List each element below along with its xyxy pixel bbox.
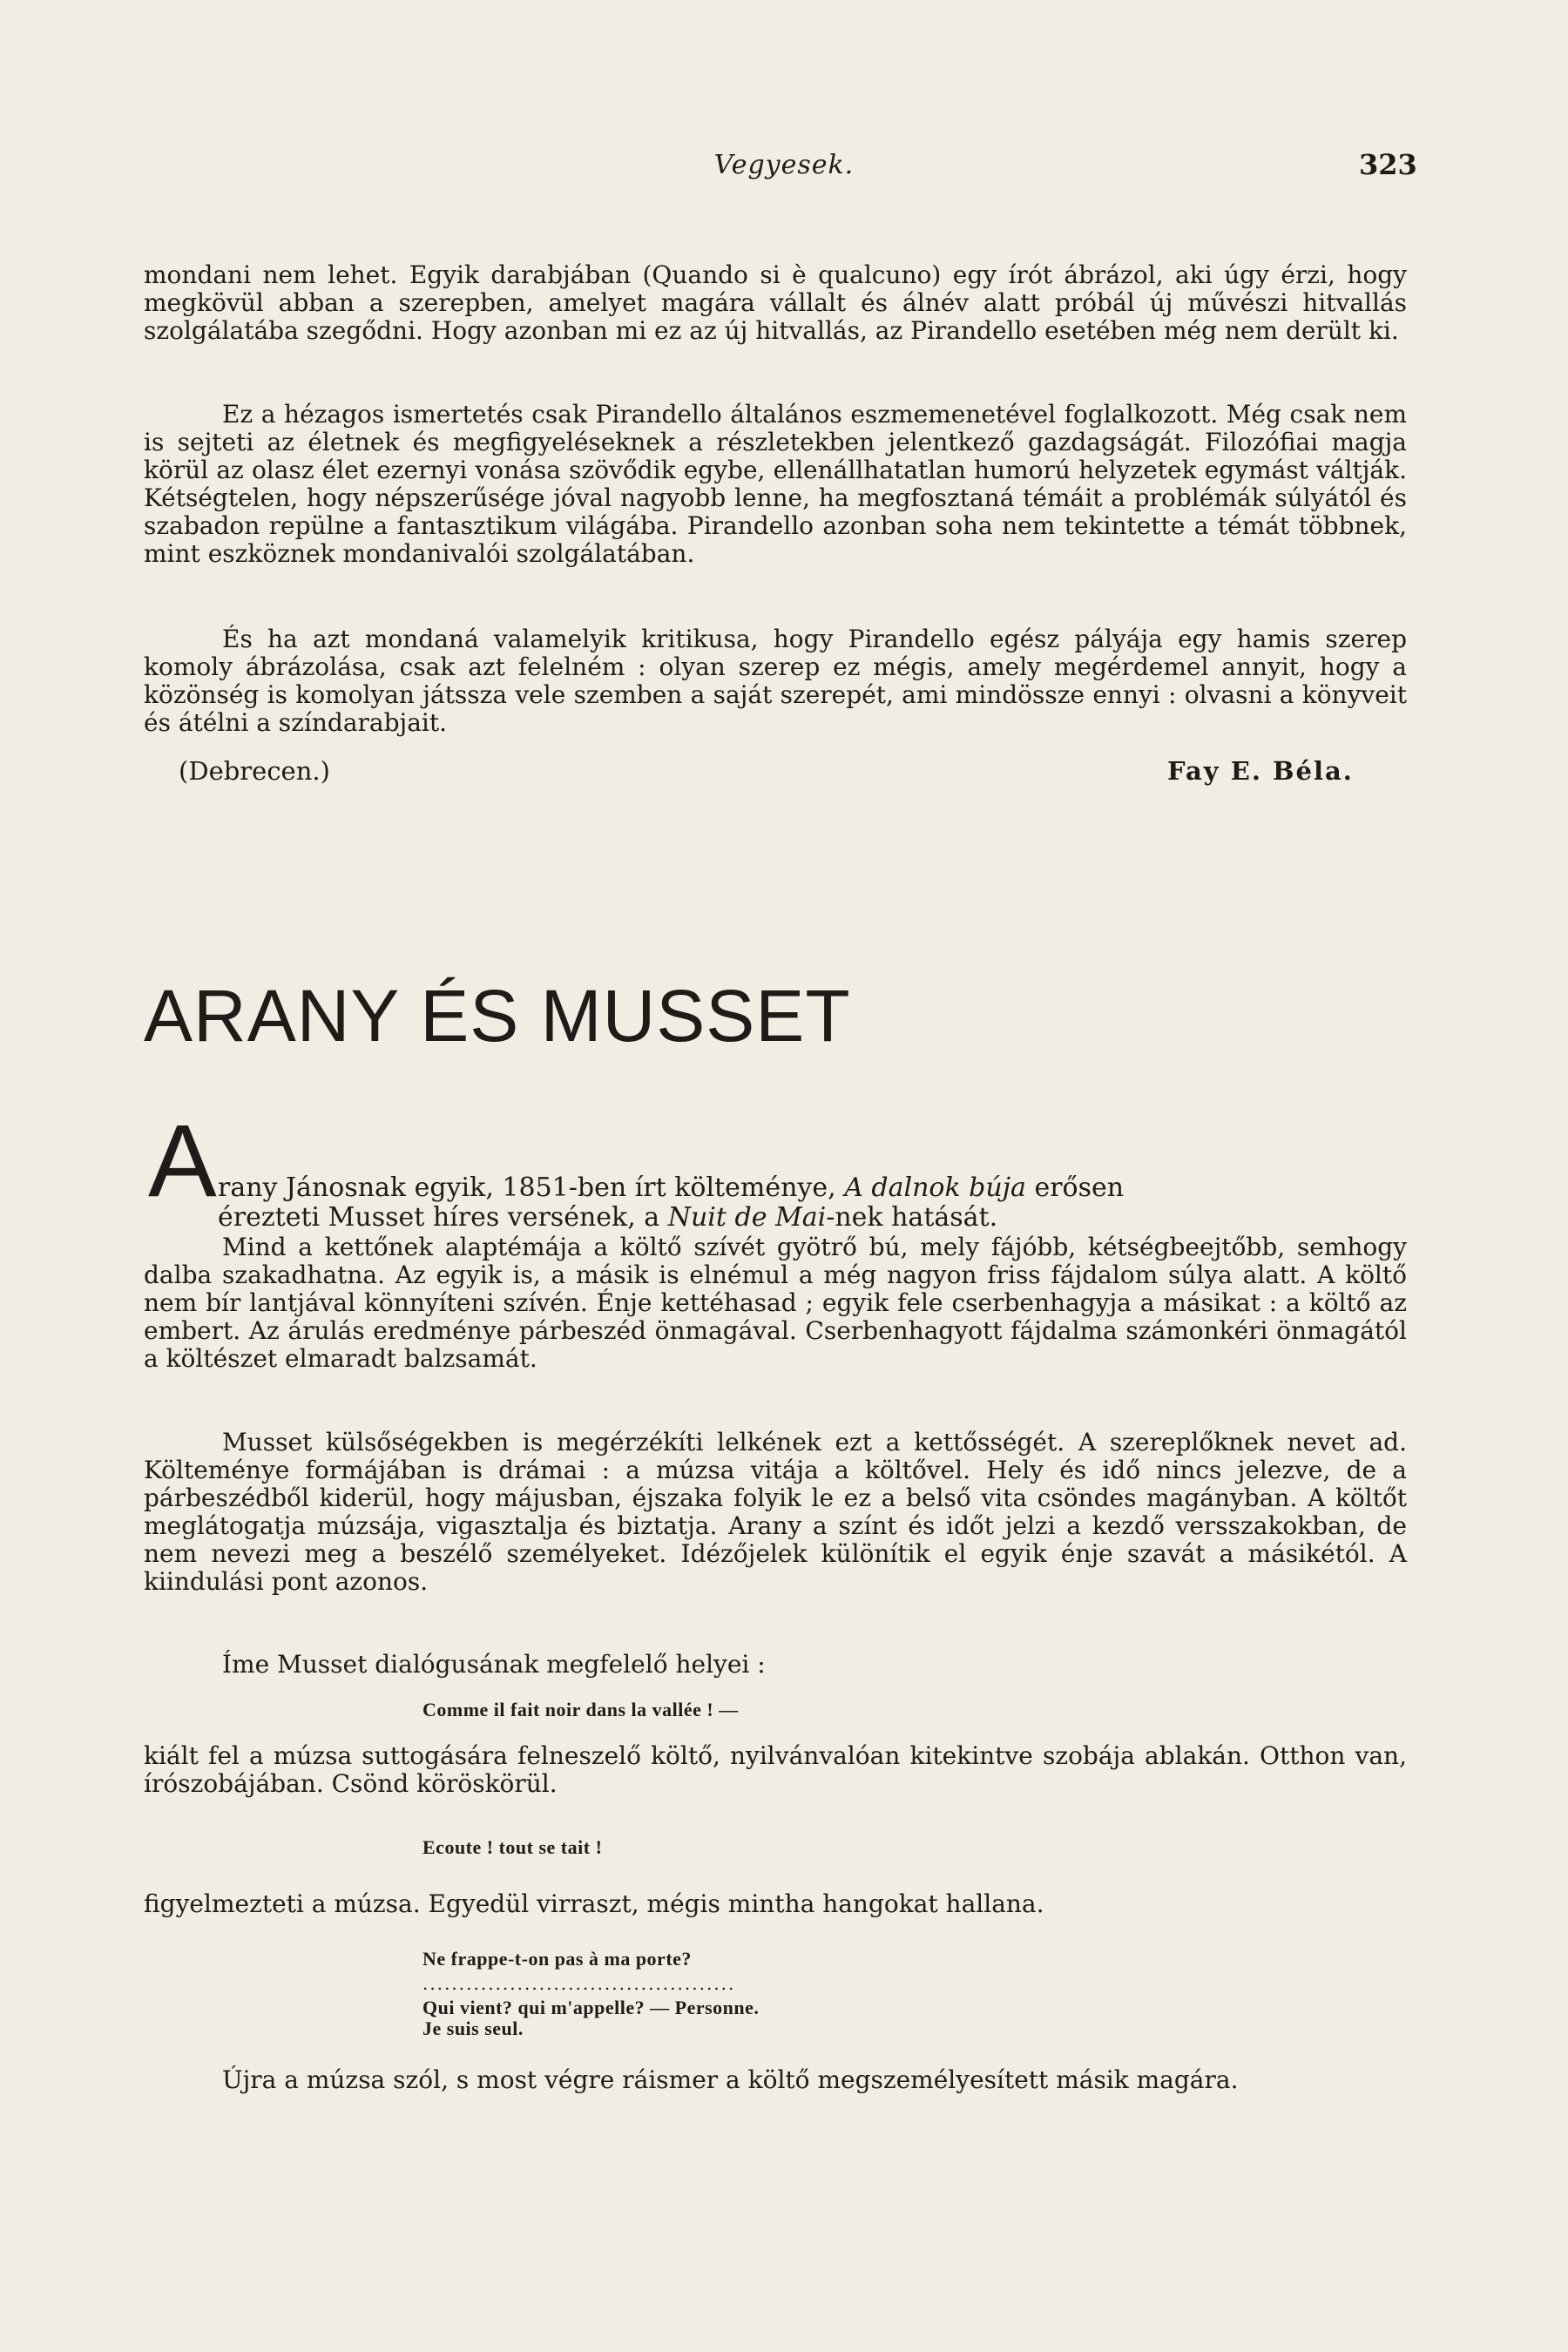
opening-text-d: -nek hatását. [826, 1202, 998, 1233]
poem-title-nuit-de-mai: Nuit de Mai [667, 1202, 827, 1233]
drop-cap: A [148, 1104, 217, 1219]
musset-quote-2: Ecoute ! tout se tait ! [422, 1836, 603, 1858]
article-paragraph-6: Újra a múzsa szól, s most végre ráismer a költő megszemélyesített másik magára. [222, 2065, 1239, 2094]
author-signature: Fay E. Béla. [1167, 756, 1354, 786]
article-paragraph-4: kiált fel a múzsa suttogására felneszelő költő, nyilvánvalóan kitekintve szobája ablakán. Otthon van, írószobájában. Csönd köröskörül. [144, 1741, 1407, 1798]
article-title: ARANY ÉS MUSSET [144, 975, 851, 1058]
opening-text-c: érezteti Musset híres versének, a [218, 1202, 660, 1233]
pirandello-paragraph-3: És ha azt mondaná valamelyik kritikusa, hogy Pirandello egész pályája egy hamis szerep komoly ábrázolása, csak azt felelném : olyan szerep ez mégis, amely megérdemel annyit, hogy a közönség is komolyan játssza vele szemben a saját szerepét, ami mindössze ennyi : olvasni a könyveit és átélni a színdarabjait. [144, 625, 1407, 737]
article-opening-line-2 [218, 1204, 1263, 1232]
running-head: Vegyesek. [713, 150, 855, 180]
musset-quote-3: Ne frappe-t-on pas à ma porte? [422, 1948, 692, 1970]
pirandello-paragraph-2: Ez a hézagos ismertetés csak Pirandello általános eszmemenetével foglalkozott. Még csak nem is sejteti az életnek és megfigyeléseknek a részletekben jelentkező gazdagságát. Filozófiai magja körül az olasz élet ezernyi vonása szövődik egybe, ellenállhatatlan humorú helyzetek egymást váltják. Kétségtelen, hogy népszerűsége jóval nagyobb lenne, ha megfosztaná témáit a problémák súlyától és szabadon repülne a fantasztikum világába. Pirandello azonban soha nem tekintette a témát többnek, mint eszköznek mondanivalói szolgálatában. [144, 400, 1407, 568]
opening-text-b: erősen [1034, 1173, 1125, 1203]
musset-quote-1: Comme il fait noir dans la vallée ! — [422, 1699, 739, 1720]
place-signature: (Debrecen.) [179, 756, 330, 786]
article-paragraph-2: Musset külsőségekben is megérzékíti lelkének ezt a kettősségét. A szereplőknek nevet ad. Költeménye formájában is drámai : a múzsa vitája a költővel. Hely és idő nincs jelezve, de a párbeszédből kiderül, hogy májusban, éjszaka folyik le ez a belső vita csöndes magányban. A költőt meglátogatja múzsája, vigasztalja és biztatja. Arany a színt és időt jelzi a kezdő versszakokban, de nem nevezi meg a beszélő személyeket. Idézőjelek különítik el egyik énje szavát a másikétól. A kiindulási pont azonos. [144, 1428, 1407, 1596]
pirandello-paragraph-1: mondani nem lehet. Egyik darabjában (Quando si è qualcuno) egy írót ábrázol, aki úgy érzi, hogy megkövül abban a szerepben, amelyet magára vállalt és álnév alatt próbál új művészi hitvallás szolgálatába szegődni. Hogy azonban mi ez az új hitvallás, az Pirandello esetében még nem derült ki. [144, 260, 1407, 345]
opening-text-a: rany Jánosnak egyik, 1851-ben írt költeménye, [218, 1173, 836, 1203]
article-paragraph-3: Íme Musset dialógusának megfelelő helyei : [222, 1650, 766, 1679]
page-number: 323 [1359, 148, 1417, 181]
poem-title-dalnok-buja: A dalnok búja [844, 1173, 1026, 1203]
article-paragraph-5: figyelmezteti a múzsa. Egyedül virraszt, mégis mintha hangokat hallana. [144, 1889, 1044, 1918]
article-opening-line-1 [218, 1174, 1407, 1202]
musset-quote-5: Je suis seul. [422, 2017, 524, 2039]
quote-ellipsis: ........................................... [422, 1973, 736, 1994]
musset-quote-4: Qui vient? qui m'appelle? — Personne. [422, 1997, 760, 2018]
article-paragraph-1: Mind a kettőnek alaptémája a költő szívét gyötrő bú, mely fájóbb, kétségbeejtőbb, semhogy dalba szakadhatna. Az egyik is, a másik is elnémul a még nagyon friss fájdalom súlya alatt. A költő nem bír lantjával könnyíteni szívén. Énje kettéhasad ; egyik fele cserbenhagyja a másikat : a költő az embert. Az árulás eredménye párbeszéd önmagával. Cserbenhagyott fájdalma számonkéri önmagától a költészet elmaradt balzsamát. [144, 1233, 1407, 1373]
